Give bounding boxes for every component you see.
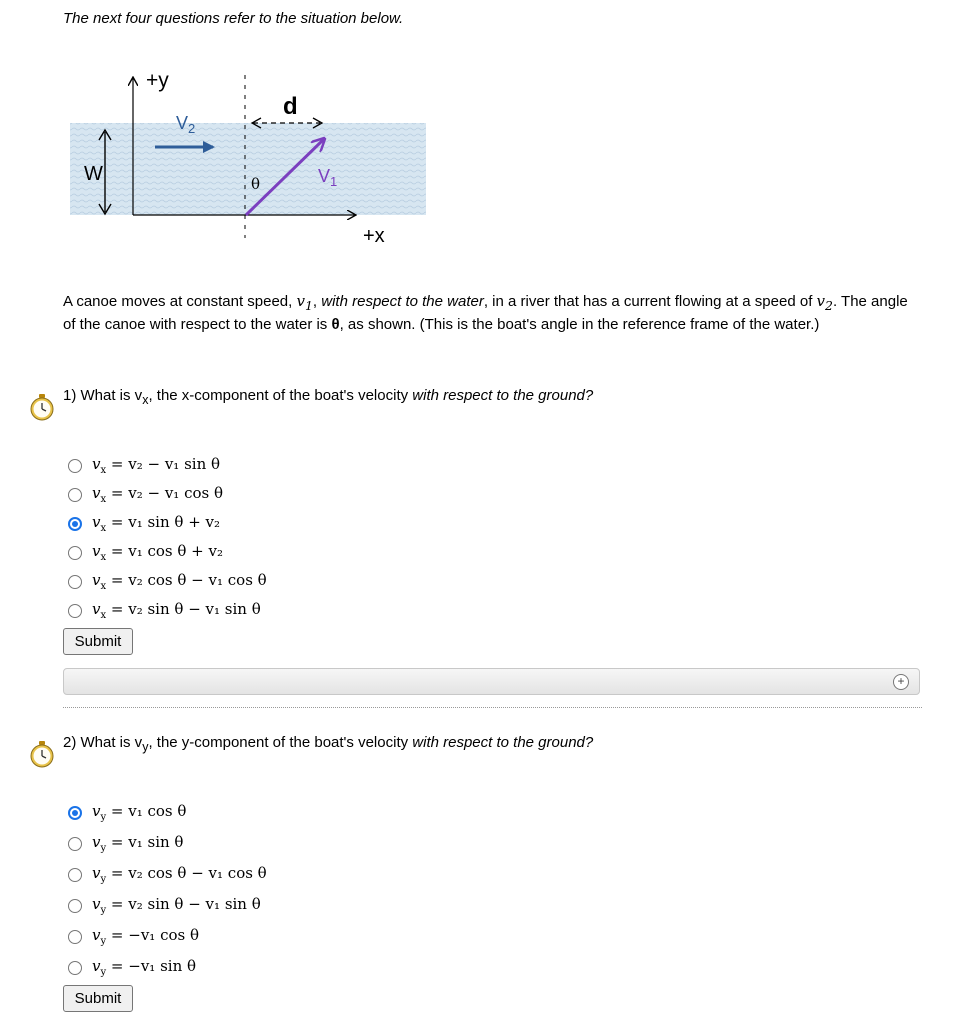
formula-rhs: = v₁ cos θ	[106, 802, 187, 820]
w-label: W	[84, 163, 103, 185]
formula-lhs: v	[92, 864, 101, 882]
formula	[92, 542, 223, 563]
desc-v2-var: v	[816, 292, 826, 310]
formula-lhs-sub: x	[100, 494, 107, 505]
formula-rhs: = v₂ sin θ − v₁ sin θ	[106, 895, 261, 913]
radio-button[interactable]	[68, 604, 82, 618]
d-label: d	[283, 93, 298, 120]
desc-v2-sub: 2	[825, 298, 833, 313]
theta-label: θ	[251, 175, 261, 193]
formula	[92, 571, 267, 592]
radio-button[interactable]	[68, 575, 82, 589]
formula	[92, 864, 267, 885]
formula-lhs-sub: x	[100, 610, 107, 621]
q1-submit-button[interactable]: Submit	[63, 628, 133, 655]
formula	[92, 926, 199, 947]
q2-option-6[interactable]	[68, 952, 267, 983]
q1-option-1[interactable]	[68, 451, 267, 480]
q1-option-3[interactable]	[68, 509, 267, 538]
formula-rhs: = v₂ − v₁ cos θ	[106, 484, 224, 502]
formula	[92, 895, 261, 916]
v1-subscript: 1	[330, 174, 338, 189]
formula-lhs: v	[92, 957, 101, 975]
formula-lhs: v	[92, 802, 101, 820]
formula	[92, 802, 186, 823]
formula-lhs-sub: y	[100, 967, 107, 978]
formula-lhs: v	[92, 926, 101, 944]
radio-button[interactable]	[68, 459, 82, 473]
q1-middle: , the x-component of the boat's velocity	[148, 387, 413, 404]
question-2-text	[63, 734, 593, 754]
formula-lhs: v	[92, 571, 101, 589]
q1-sub: x	[142, 393, 149, 407]
q2-option-4[interactable]	[68, 890, 267, 921]
desc-text-3: , in a river that has a current flowing at a speed of	[483, 293, 817, 310]
desc-v1-var: v	[296, 292, 305, 310]
canoe-diagram	[0, 60, 460, 260]
q2-prefix: 2) What is v	[63, 734, 143, 751]
formula-lhs-sub: x	[100, 581, 107, 592]
q2-option-3[interactable]	[68, 859, 267, 890]
formula-lhs-sub: y	[100, 812, 107, 823]
formula	[92, 600, 261, 621]
formula	[92, 513, 220, 534]
desc-text-2: ,	[312, 293, 322, 310]
formula-rhs: = −v₁ sin θ	[106, 957, 197, 975]
desc-text-4: . The angle of the canoe with respect to the water is	[63, 293, 908, 333]
radio-button[interactable]	[68, 488, 82, 502]
formula-lhs: v	[92, 484, 101, 502]
q1-emphasis: with respect to the ground?	[412, 387, 594, 404]
formula	[92, 484, 223, 505]
q2-option-2[interactable]	[68, 828, 267, 859]
desc-v1	[296, 292, 313, 313]
q2-emphasis: with respect to the ground?	[412, 734, 594, 751]
radio-button[interactable]	[68, 961, 82, 975]
q1-option-4[interactable]	[68, 538, 267, 567]
formula-lhs: v	[92, 513, 101, 531]
formula-lhs: v	[92, 455, 101, 473]
formula-lhs-sub: x	[100, 552, 107, 563]
desc-theta: θ	[331, 316, 340, 333]
formula	[92, 957, 196, 978]
desc-v1-sub: 1	[304, 298, 313, 313]
formula	[92, 455, 220, 476]
v2-letter: V	[176, 113, 189, 133]
formula	[92, 833, 183, 854]
q2-option-1[interactable]	[68, 797, 267, 828]
v2-subscript: 2	[188, 121, 196, 136]
stopwatch-icon	[28, 393, 56, 421]
formula-rhs: = v₂ cos θ − v₁ cos θ	[106, 864, 267, 882]
question-1-options	[68, 451, 267, 625]
question-2-options	[68, 797, 267, 983]
v1-letter: V	[318, 166, 331, 186]
formula-lhs: v	[92, 600, 101, 618]
question-1-text	[63, 387, 593, 407]
radio-button-selected[interactable]	[68, 806, 82, 820]
desc-v2	[816, 292, 833, 313]
formula-lhs: v	[92, 833, 101, 851]
formula-lhs: v	[92, 542, 101, 560]
plus-y-label: +y	[146, 69, 169, 92]
desc-text-1: A canoe moves at constant speed,	[63, 293, 297, 310]
radio-button[interactable]	[68, 899, 82, 913]
formula-rhs: = v₂ sin θ − v₁ sin θ	[106, 600, 261, 618]
q1-option-5[interactable]	[68, 567, 267, 596]
stopwatch-icon	[28, 740, 56, 768]
formula-lhs-sub: y	[100, 936, 107, 947]
q2-submit-button[interactable]: Submit	[63, 985, 133, 1012]
expand-plus-icon[interactable]: +	[893, 674, 909, 690]
q1-prefix: 1) What is v	[63, 387, 143, 404]
formula-rhs: = −v₁ cos θ	[106, 926, 199, 944]
formula-rhs: = v₁ sin θ + v₂	[106, 513, 221, 531]
desc-text-5: , as shown. (This is the boat's angle in the reference frame of the water.)	[339, 316, 820, 333]
radio-button[interactable]	[68, 546, 82, 560]
question-divider	[63, 707, 922, 708]
radio-button[interactable]	[68, 868, 82, 882]
formula-lhs-sub: x	[100, 465, 107, 476]
q1-option-6[interactable]	[68, 596, 267, 625]
v2-label	[176, 113, 195, 136]
formula-lhs: v	[92, 895, 101, 913]
q2-sub: y	[142, 740, 149, 754]
q1-option-2[interactable]	[68, 480, 267, 509]
formula-rhs: = v₂ cos θ − v₁ cos θ	[106, 571, 267, 589]
formula-lhs-sub: y	[100, 843, 107, 854]
formula-rhs: = v₂ − v₁ sin θ	[106, 455, 221, 473]
desc-emphasis: with respect to the water	[321, 293, 484, 310]
plus-x-label: +x	[363, 225, 385, 247]
q2-middle: , the y-component of the boat's velocity	[148, 734, 413, 751]
q2-option-5[interactable]	[68, 921, 267, 952]
radio-button[interactable]	[68, 930, 82, 944]
radio-button-selected[interactable]	[68, 517, 82, 531]
radio-button[interactable]	[68, 837, 82, 851]
formula-lhs-sub: y	[100, 905, 107, 916]
formula-rhs: = v₁ sin θ	[106, 833, 184, 851]
q1-feedback-panel[interactable]	[63, 668, 920, 695]
river-water	[70, 123, 426, 215]
intro-text: The next four questions refer to the situation below.	[63, 10, 404, 27]
formula-lhs-sub: y	[100, 874, 107, 885]
formula-lhs-sub: x	[100, 523, 107, 534]
formula-rhs: = v₁ cos θ + v₂	[106, 542, 224, 560]
problem-description	[63, 292, 923, 334]
